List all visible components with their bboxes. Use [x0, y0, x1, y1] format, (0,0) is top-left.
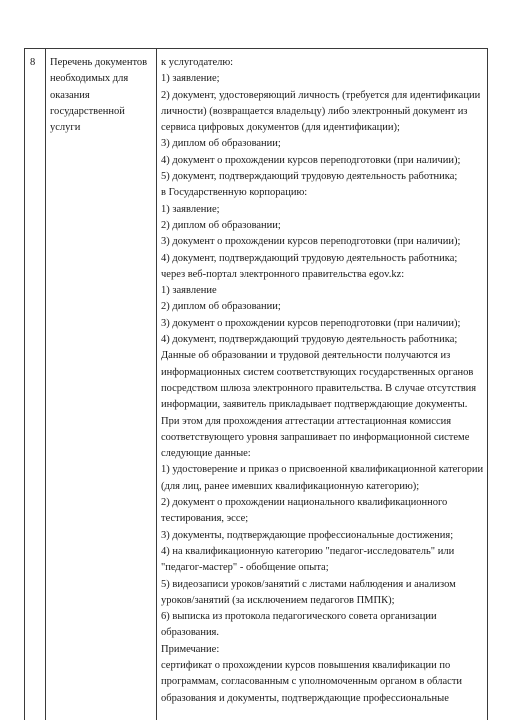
title-line: необходимых для: [50, 73, 129, 85]
content-line: "педагог-мастер" - обобщение опыта;: [161, 562, 329, 574]
content-line: 2) диплом об образовании;: [161, 301, 281, 313]
content-line: сервиса цифровых документов (для идентификации);: [161, 122, 400, 134]
content-line: к услугодателю:: [161, 57, 234, 68]
content-line: При этом для прохождения аттестации аттестационная комиссия: [161, 415, 452, 427]
content-line: личности) (возвращается владельцу) либо электронный документ из: [161, 105, 468, 117]
content-line: 2) диплом об образовании;: [161, 219, 281, 231]
content-line: (для лиц, ранее имевших квалификационную категорию);: [161, 480, 420, 492]
content-line: через веб-портал электронного правительства egov.kz:: [161, 268, 405, 280]
content-line: 1) заявление;: [161, 73, 220, 85]
content-line: 1) удостоверение и приказ о присвоенной квалификационной категории: [161, 464, 484, 476]
content-line: Данные об образовании и трудовой деятельности получаются из: [161, 350, 451, 362]
content-line: 4) на квалификационную категорию "педагог-исследователь" или: [161, 545, 455, 557]
row-content-cell: [157, 49, 488, 720]
content-line: программам, согласованным с уполномоченным органом в области: [161, 676, 463, 688]
content-line: 3) документы, подтверждающие профессиональные достижения;: [161, 529, 454, 541]
content-line: 4) документ, подтверждающий трудовую деятельность работника;: [161, 334, 458, 346]
services-table: [24, 48, 488, 720]
title-line: государственной: [50, 105, 125, 117]
content-line: образования и документы, подтверждающие профессиональные: [161, 692, 449, 704]
content-line: 5) документ, подтверждающий трудовую деятельность работника;: [161, 171, 458, 183]
content-line: следующие данные:: [161, 448, 251, 460]
content-line: сертификат о прохождении курсов повышения квалификации по: [161, 659, 451, 671]
row-title: [46, 49, 156, 136]
content-line: тестирования, эссе;: [161, 513, 249, 525]
content-line: Примечание:: [161, 643, 220, 655]
content-line: 3) диплом об образовании;: [161, 138, 281, 150]
content-line: соответствующего уровня запрашивает по информационной системе: [161, 431, 470, 443]
row-content: [157, 49, 487, 707]
content-line: 3) документ о прохождении курсов переподготовки (при наличии);: [161, 317, 461, 329]
title-line: Перечень документов: [50, 57, 148, 68]
row-title-cell: [46, 49, 157, 720]
content-line: 6) выписка из протокола педагогического совета организации: [161, 611, 437, 623]
content-line: образования.: [161, 627, 220, 639]
content-line: 1) заявление: [161, 285, 217, 297]
table-row: [25, 49, 488, 720]
content-line: 2) документ о прохождении национального квалификационного: [161, 497, 448, 509]
content-line: 4) документ о прохождении курсов переподготовки (при наличии);: [161, 154, 461, 166]
content-line: 2) документ, удостоверяющий личность (требуется для идентификации: [161, 89, 481, 101]
title-line: оказания: [50, 89, 90, 101]
content-line: 3) документ о прохождении курсов переподготовки (при наличии);: [161, 236, 461, 248]
row-number: 8: [30, 57, 36, 68]
title-line: услуги: [50, 122, 81, 134]
content-line: 5) видеозаписи уроков/занятий с листами наблюдения и анализом: [161, 578, 456, 590]
content-line: в Государственную корпорацию:: [161, 187, 308, 199]
content-line: 4) документ, подтверждающий трудовую деятельность работника;: [161, 252, 458, 264]
content-line: информационных систем соответствующих государственных органов: [161, 366, 474, 378]
content-line: 1) заявление;: [161, 203, 220, 215]
row-number-cell: [25, 49, 46, 720]
content-line: информации, заявитель прикладывает подтверждающие документы.: [161, 399, 468, 411]
content-line: посредством шлюза электронного правительства. В случае отсутствия: [161, 382, 477, 394]
content-line: уроков/занятий (за исключением педагогов ПМПК);: [161, 594, 395, 606]
